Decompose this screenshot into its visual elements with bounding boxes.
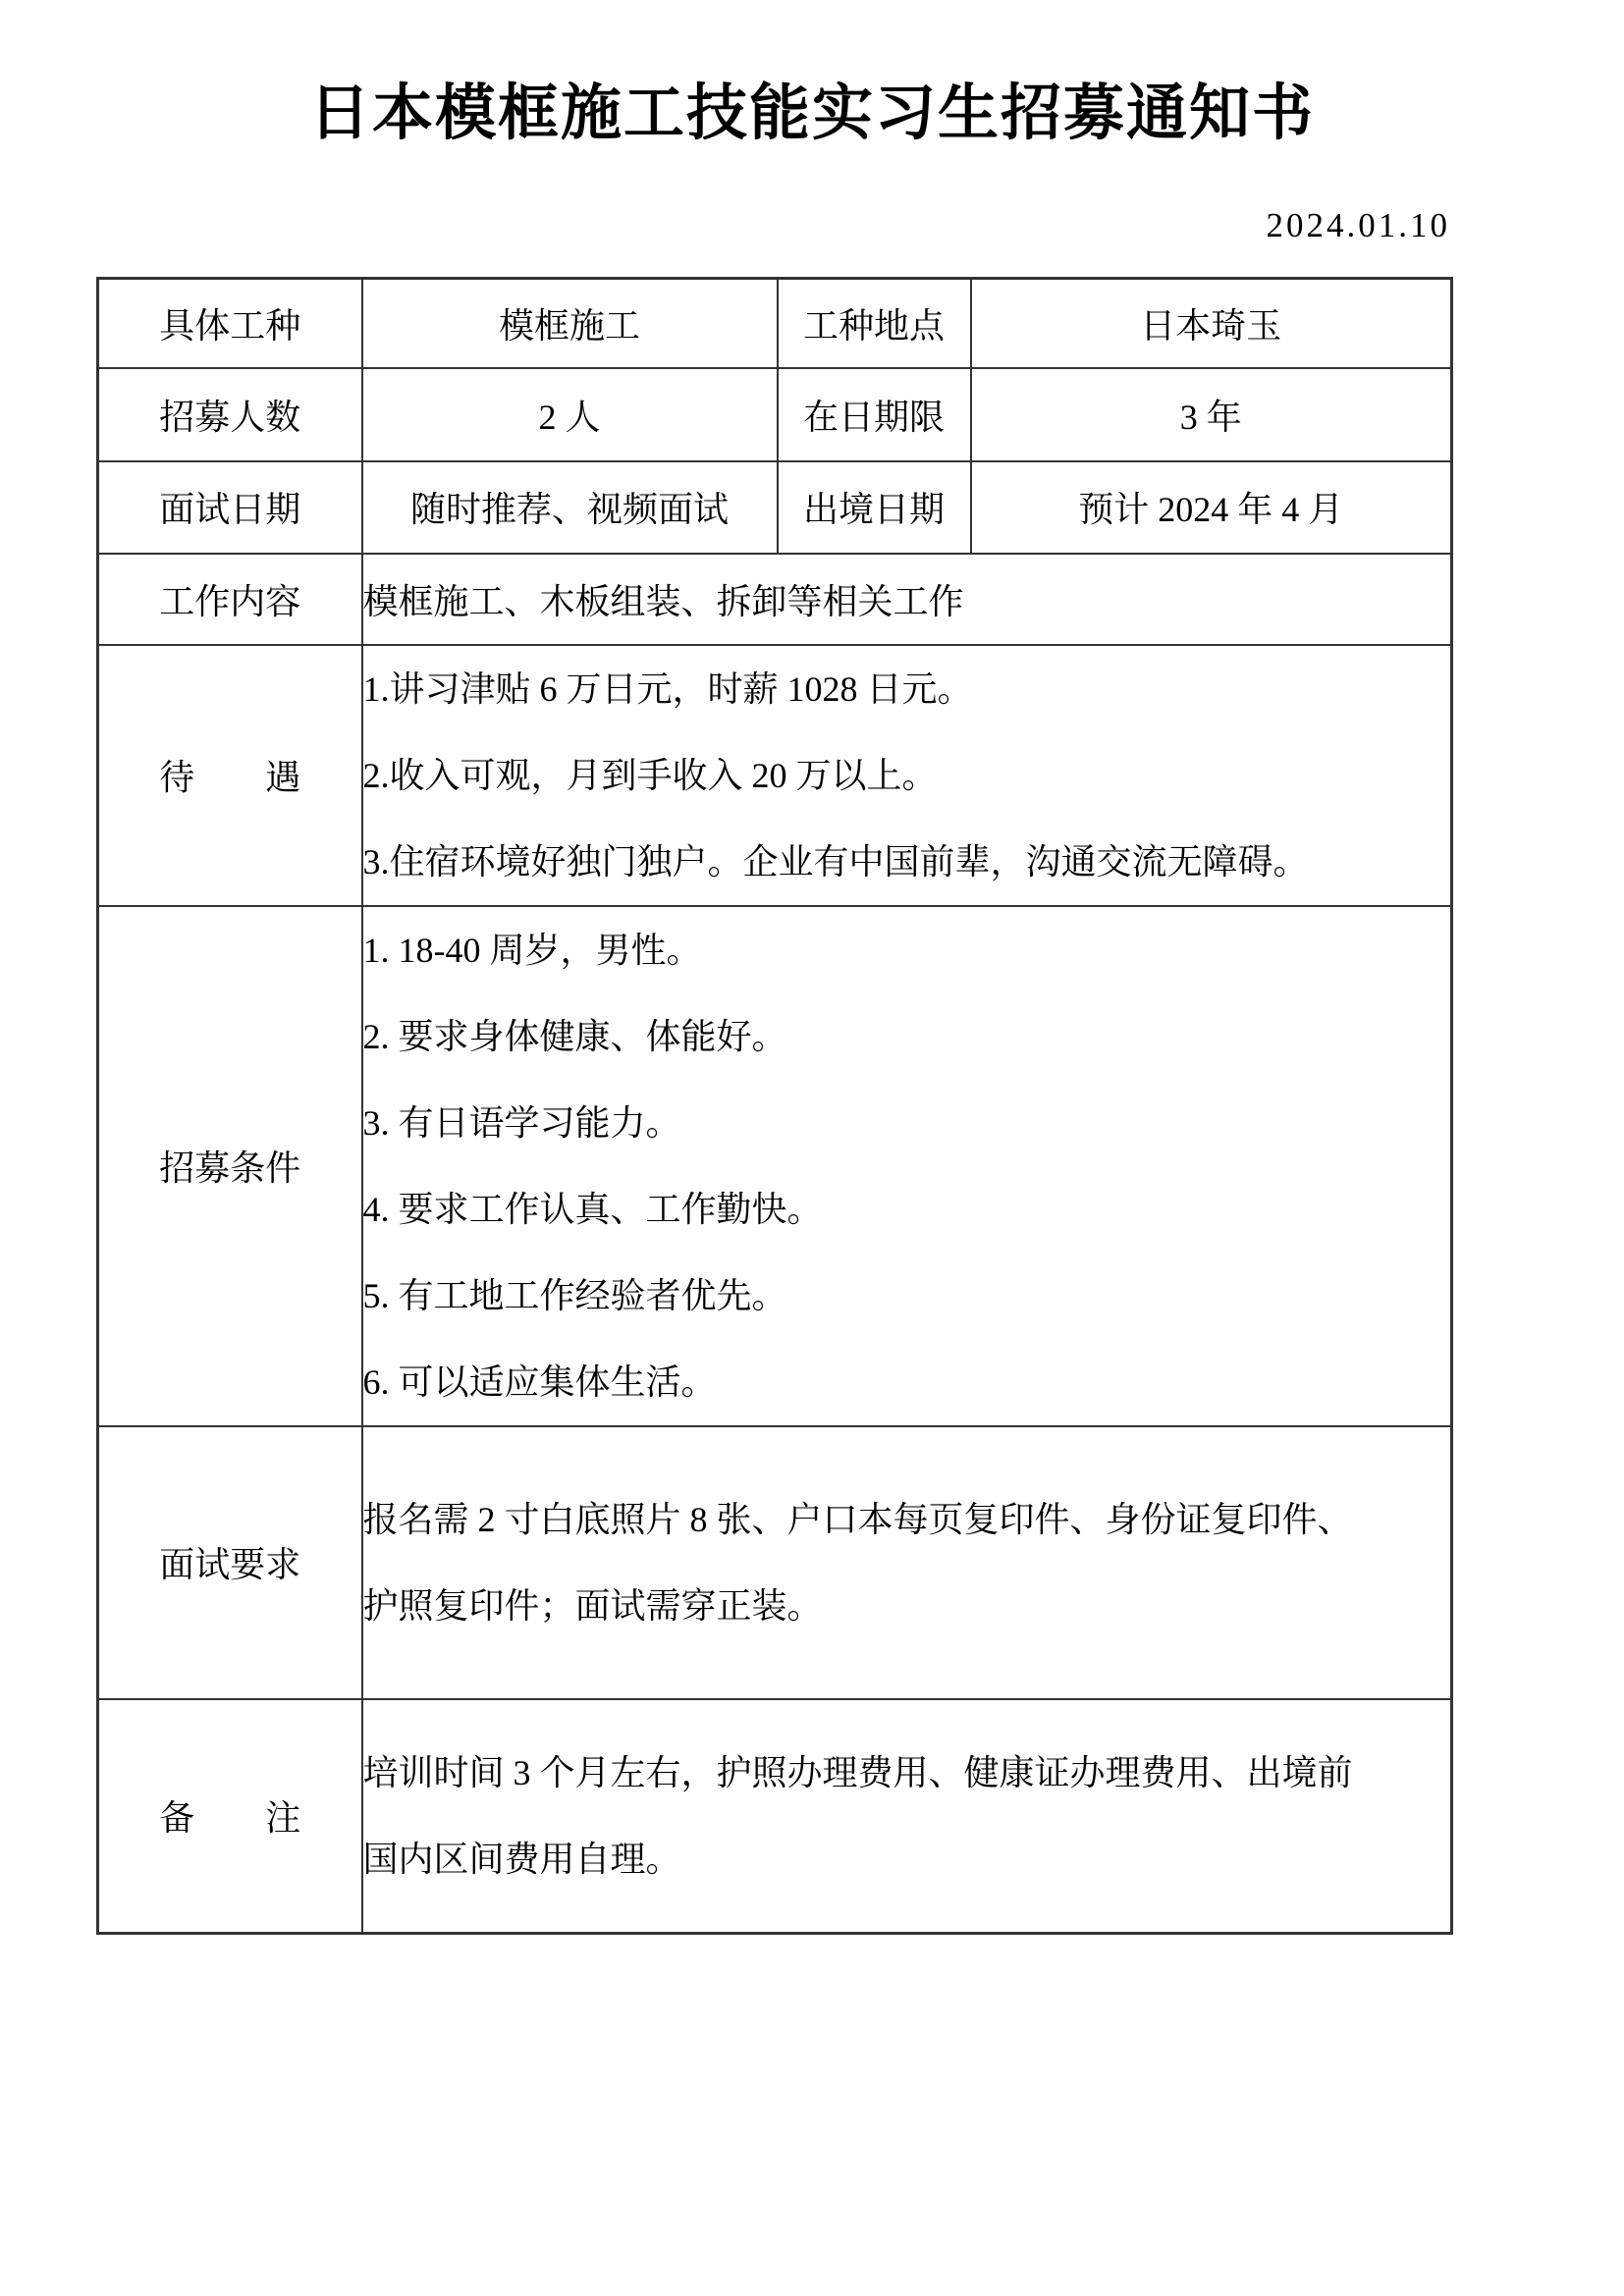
label-requirements: 招募条件	[98, 906, 362, 1426]
requirements-line: 3. 有日语学习能力。	[362, 1102, 681, 1143]
requirements-line: 2. 要求身体健康、体能好。	[362, 1016, 787, 1056]
interview-requirements-line: 报名需 2 寸白底照片 8 张、户口本每页复印件、身份证复印件、	[362, 1499, 1353, 1539]
table-row-benefits	[98, 645, 1452, 906]
label-interview-date: 面试日期	[98, 461, 362, 554]
value-work-content: 模框施工、木板组装、拆卸等相关工作	[362, 554, 1452, 645]
requirements-line: 4. 要求工作认真、工作勤快。	[362, 1189, 823, 1229]
label-headcount: 招募人数	[98, 368, 362, 461]
value-interview-requirements	[362, 1426, 1452, 1699]
value-interview-date: 随时推荐、视频面试	[362, 461, 778, 554]
requirements-line: 1. 18-40 周岁，男性。	[362, 930, 702, 970]
value-benefits	[362, 645, 1452, 906]
table-row-interview-date	[98, 461, 1452, 554]
label-departure-date: 出境日期	[778, 461, 971, 554]
table-row-notes	[98, 1699, 1452, 1934]
table-row-headcount	[98, 368, 1452, 461]
requirements-line: 6. 可以适应集体生活。	[362, 1362, 717, 1402]
value-job-location: 日本琦玉	[971, 279, 1452, 368]
value-requirements	[362, 906, 1452, 1426]
label-benefits: 待 遇	[98, 645, 362, 906]
interview-requirements-line: 护照复印件；面试需穿正装。	[362, 1585, 823, 1626]
value-departure-date: 预计 2024 年 4 月	[971, 461, 1452, 554]
label-interview-requirements: 面试要求	[98, 1426, 362, 1699]
notes-line: 国内区间费用自理。	[362, 1839, 681, 1879]
requirements-line: 5. 有工地工作经验者优先。	[362, 1275, 787, 1315]
value-stay-period: 3 年	[971, 368, 1452, 461]
page-title: 日本模框施工技能实习生招募通知书	[308, 80, 1315, 147]
table-row-interview-requirements	[98, 1426, 1452, 1699]
recruitment-table	[96, 277, 1453, 1935]
table-row-requirements	[98, 906, 1452, 1426]
benefits-line: 1.讲习津贴 6 万日元，时薪 1028 日元。	[362, 668, 973, 709]
benefits-line: 3.住宿环境好独门独户。企业有中国前辈，沟通交流无障碍。	[362, 841, 1309, 881]
label-notes: 备 注	[98, 1699, 362, 1934]
value-headcount: 2 人	[362, 368, 778, 461]
label-job-type: 具体工种	[98, 279, 362, 368]
value-job-type: 模框施工	[362, 279, 778, 368]
label-stay-period: 在日期限	[778, 368, 971, 461]
label-job-location: 工种地点	[778, 279, 971, 368]
value-notes	[362, 1699, 1452, 1934]
notes-line: 培训时间 3 个月左右，护照办理费用、健康证办理费用、出境前	[362, 1752, 1353, 1792]
table-row-work-content	[98, 554, 1452, 645]
benefits-line: 2.收入可观，月到手收入 20 万以上。	[362, 755, 938, 795]
document-date: 2024.01.10	[1266, 206, 1450, 244]
label-work-content: 工作内容	[98, 554, 362, 645]
table-row-job-type	[98, 279, 1452, 368]
